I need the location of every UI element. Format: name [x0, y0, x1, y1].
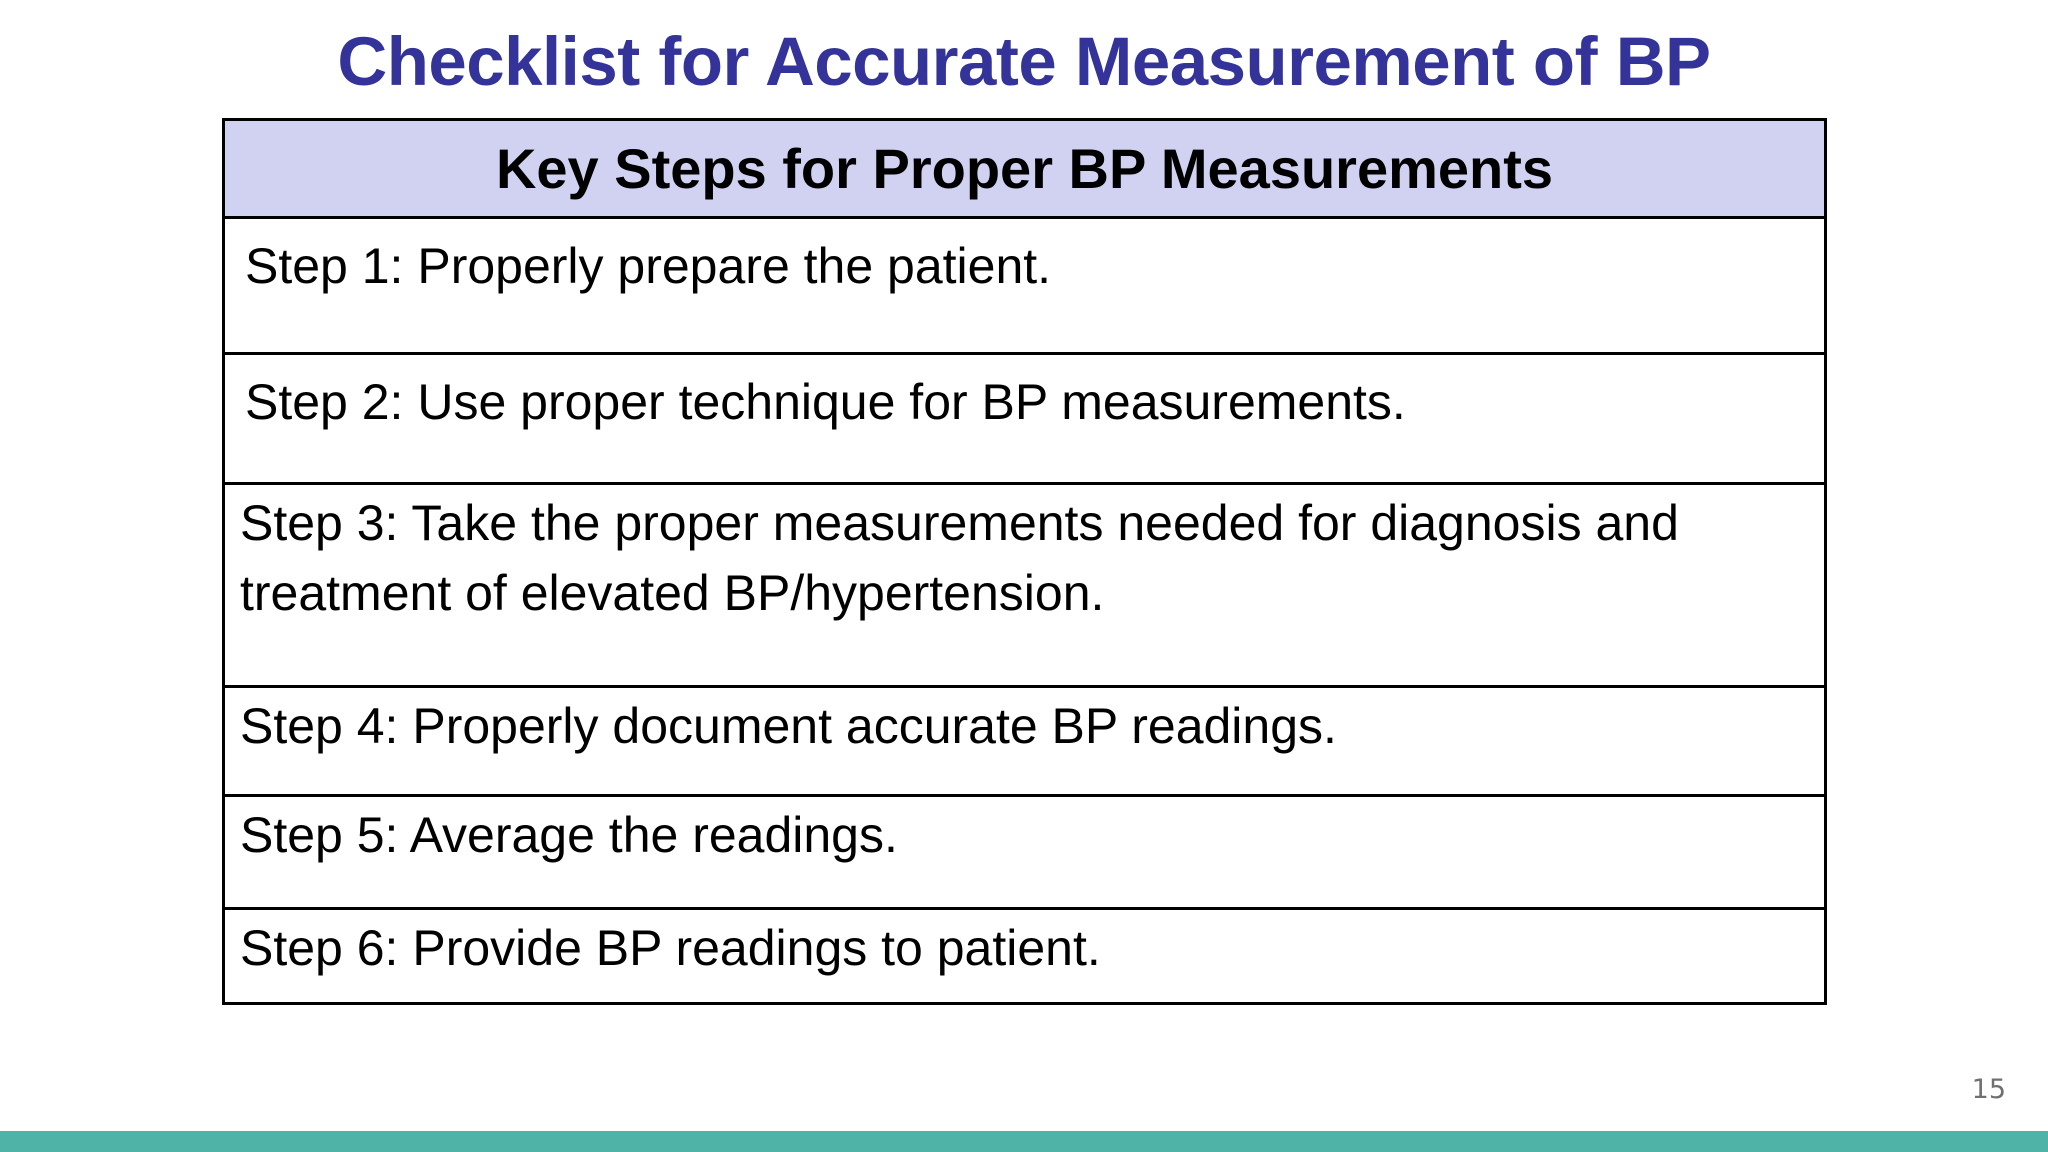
table-row	[224, 687, 1826, 796]
table-header: Key Steps for Proper BP Measurements	[224, 120, 1826, 218]
step-5-cell: Step 5: Average the readings.	[224, 796, 1826, 909]
page-number: 15	[1971, 1074, 2006, 1105]
step-6-cell: Step 6: Provide BP readings to patient.	[224, 909, 1826, 1004]
table-header-row	[224, 120, 1826, 218]
table-row	[224, 218, 1826, 354]
step-2-cell: Step 2: Use proper technique for BP measurements.	[224, 354, 1826, 484]
table-row	[224, 354, 1826, 484]
table-row	[224, 909, 1826, 1004]
table-row	[224, 796, 1826, 909]
table-row	[224, 484, 1826, 687]
slide-title: Checklist for Accurate Measurement of BP	[337, 23, 1711, 100]
step-3-cell: Step 3: Take the proper measurements needed for diagnosis and treatment of elevated BP/hypertension.	[224, 484, 1826, 687]
steps-table	[222, 118, 1827, 1005]
footer-bar	[0, 1131, 2048, 1152]
step-1-cell: Step 1: Properly prepare the patient.	[224, 218, 1826, 354]
step-4-cell: Step 4: Properly document accurate BP readings.	[224, 687, 1826, 796]
